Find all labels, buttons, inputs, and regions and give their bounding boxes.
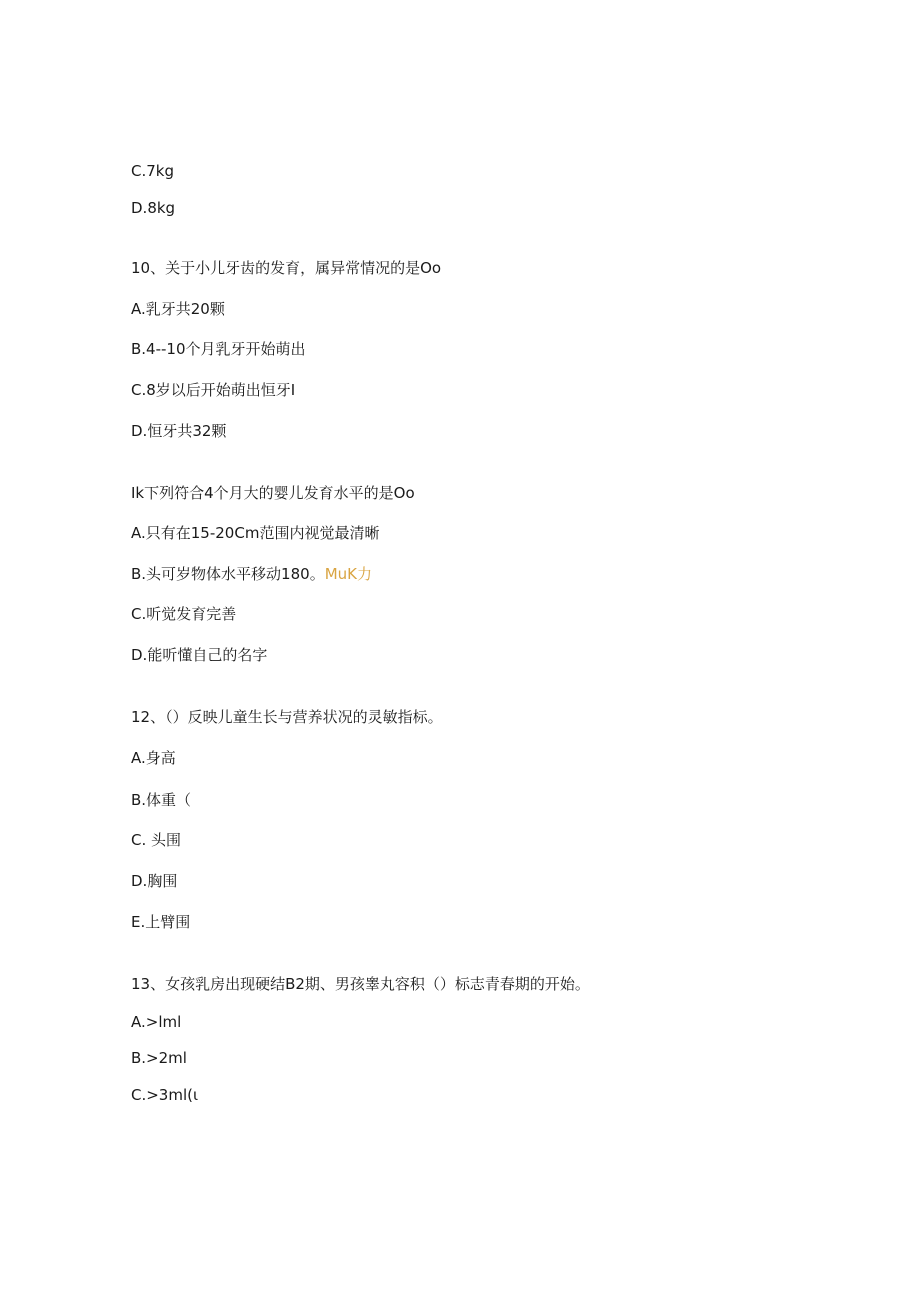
q11-option-b-stamp: MuK力 [324,565,372,583]
q10-stem: 10、关于小儿牙齿的发育，属异常情况的是Oo [131,259,442,277]
q12-option-c: C. 头围 [131,831,182,849]
q12-option-a: A.身高 [131,749,176,767]
q10-option-d: D.恒牙共32颗 [131,422,227,440]
q11-stem: Ik下列符合4个月大的婴儿发育水平的是Oo [131,484,415,502]
q11-option-b-text: B.头可岁物体水平移动180。 [131,565,325,583]
q13-option-b: B.>2ml [131,1049,187,1067]
q10-option-a: A.乳牙共20颗 [131,300,225,318]
q12-option-d: D.胸围 [131,872,178,890]
q13-option-c: C.>3ml(ι [131,1086,199,1104]
q9-option-d: D.8kg [131,199,176,217]
q10-option-b: B.4--10个月乳牙开始萌出 [131,340,306,358]
q11-option-d: D.能听懂自己的名字 [131,646,268,664]
q11-option-a: A.只有在15-20Cm范围内视觉最清晰 [131,524,380,542]
q13-option-a: A.>lml [131,1013,182,1031]
q12-option-b: B.体重（ [131,791,192,809]
q12-stem: 12、（）反映儿童生长与营养状况的灵敏指标。 [131,708,443,726]
q9-option-c: C.7kg [131,162,174,180]
q13-stem: 13、女孩乳房出现硬结B2期、男孩睾丸容积（）标志青春期的开始。 [131,975,590,993]
q11-option-c: C.听觉发育完善 [131,605,237,623]
q12-option-e: E.上臂围 [131,913,191,931]
q10-option-c: C.8岁以后开始萌出恒牙I [131,381,296,399]
q11-option-b [131,564,372,584]
